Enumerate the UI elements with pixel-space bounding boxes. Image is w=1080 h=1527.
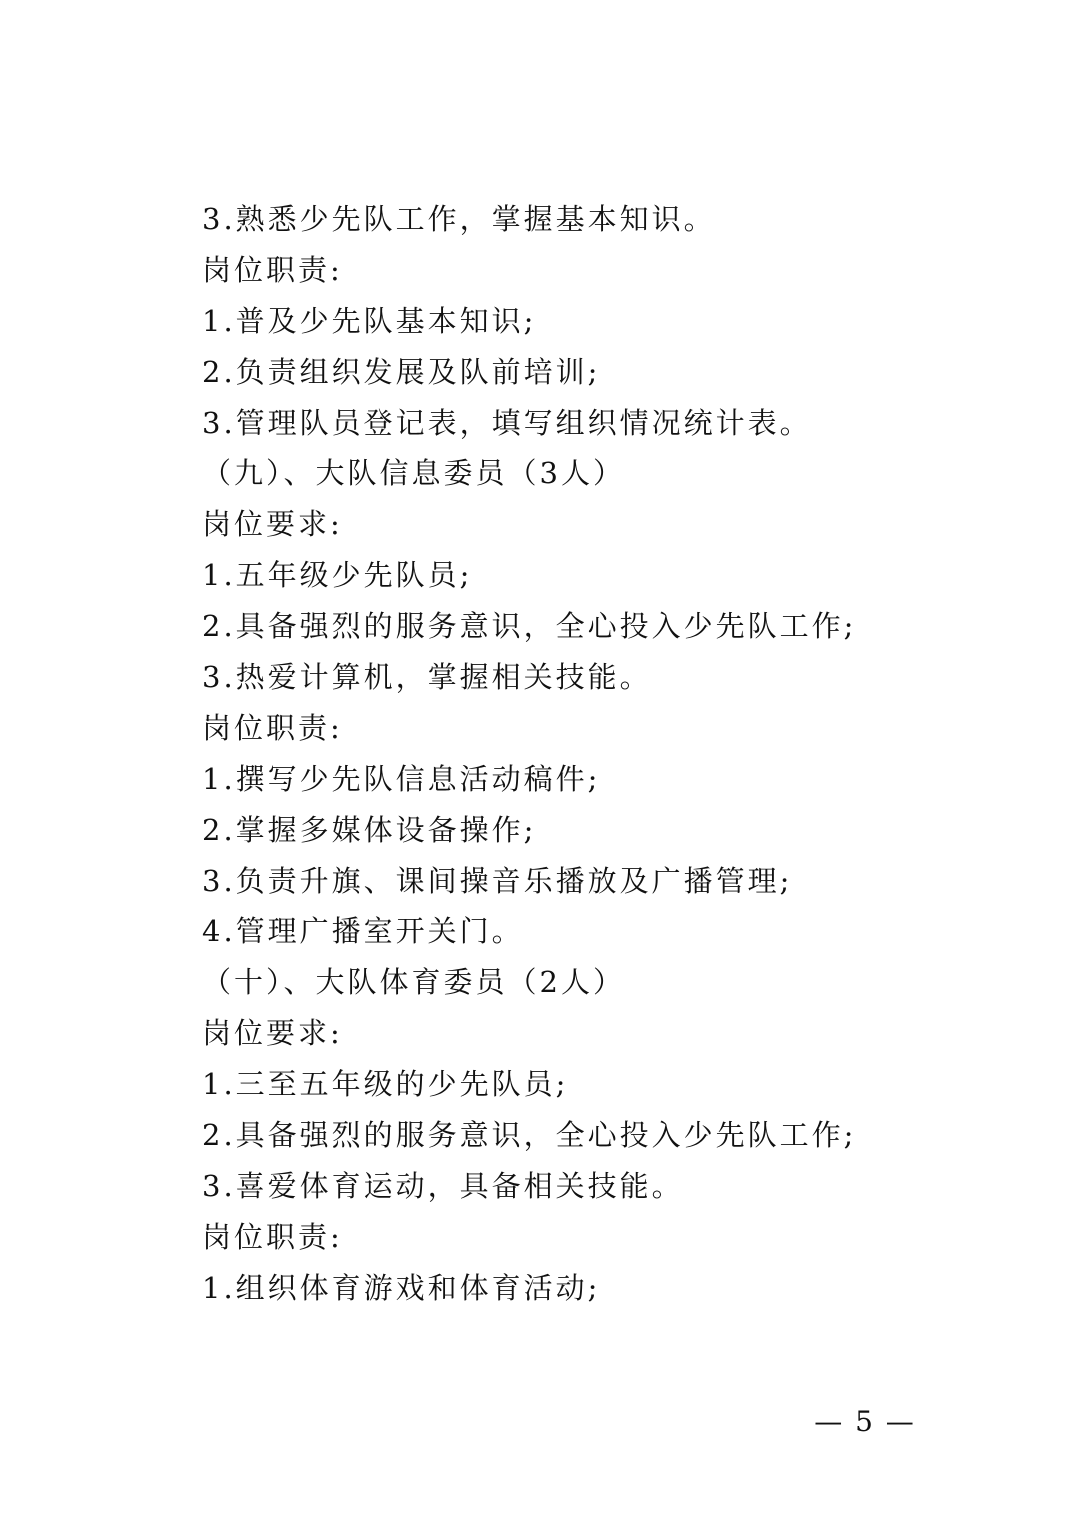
section-heading: 岗位职责: (202, 710, 343, 745)
section-heading: 岗位职责: (202, 1219, 343, 1254)
text-line: 3.热爱计算机，掌握相关技能。 (202, 660, 652, 695)
text-line: 2.负责组织发展及队前培训; (202, 354, 601, 389)
text-line: 1.撰写少先队信息活动稿件; (202, 761, 601, 796)
text-line: 1.三至五年级的少先队员; (202, 1067, 569, 1102)
text-line: 3.负责升旗、课间操音乐播放及广播管理; (202, 863, 793, 898)
position-heading: （十）、大队体育委员（2人） (202, 965, 625, 1000)
text-line: 3.熟悉少先队工作，掌握基本知识。 (202, 202, 716, 236)
text-line: 1.五年级少先队员; (202, 558, 473, 593)
text-line: 2.掌握多媒体设备操作; (202, 812, 537, 847)
text-line: 2.具备强烈的服务意识，全心投入少先队工作; (202, 609, 857, 644)
position-heading: （九）、大队信息委员（3人） (202, 456, 625, 491)
text-line: 4.管理广播室开关门。 (202, 914, 524, 949)
text-line: 3.管理队员登记表，填写组织情况统计表。 (202, 405, 812, 440)
document-body (202, 194, 922, 1314)
text-line: 1.组织体育游戏和体育活动; (202, 1270, 601, 1305)
page-number: — 5 — (814, 1405, 916, 1438)
text-line: 2.具备强烈的服务意识，全心投入少先队工作; (202, 1118, 857, 1153)
text-line: 3.喜爱体育运动，具备相关技能。 (202, 1168, 684, 1203)
text-line: 1.普及少先队基本知识; (202, 303, 537, 338)
section-heading: 岗位要求: (202, 507, 343, 542)
section-heading: 岗位职责: (202, 252, 343, 287)
section-heading: 岗位要求: (202, 1016, 343, 1051)
